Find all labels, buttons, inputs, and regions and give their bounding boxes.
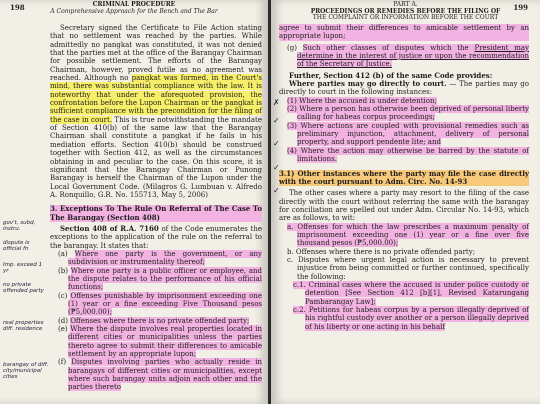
running-header (271, 2, 540, 22)
text-run: This is true notwithstanding the mandate of Section 410(b) of the same law that the Barangay Chairman shall constitute a pangkat if he fails in his mediation efforts. Section 410(b) should be construed together with Section 412, as well as the circumstances obtaining in and peculiar to the case. On this score, it is significant that the Barangay Chairman or Punong Barangay is herself the Chairman of the Lupon under the Local Government Code. (Milagros G. Lumbuan v. Alfredo A. Ronquillo, G.R. No. 155713, May 5, 2006) (50, 115, 263, 199)
highlighted-text: (2) Where a person has otherwise been deprived of personal liberty calling for habeas corpus proceedings; (287, 105, 529, 122)
list-item (279, 105, 529, 122)
margin-note: barangay of diff. city/municipal cities (3, 362, 49, 380)
list-item: (f) Disputes involving parties who actually reside in barangays of different cities or municipalities, except where such barangay units adjoin each other and the parties thereto (58, 358, 262, 392)
statute-ref: Section 408 of R.A. 7160 (60, 223, 159, 233)
pen-mark-icon: ✓ (273, 116, 280, 125)
list-item (279, 147, 529, 164)
pen-mark-icon: ✓ (273, 186, 280, 195)
pen-mark-icon: ✓ (273, 163, 280, 172)
highlighted-text: Disputes involving parties who actually reside in barangays of different cities or municipalities, except where such barangay units adjoin each other and the parties thereto (68, 358, 262, 392)
highlighted-text: (1) Where the accused is under detention; (287, 96, 437, 105)
right-page (271, 0, 540, 404)
highlighted-text: a. Offenses for which the law prescribes a maximum penalty of imprisonment exceeding one (1) year or a fine over five thousand pesos (₱5,000.00); (287, 222, 529, 248)
paragraph: Where parties may go directly to court. — The parties may go directly to court in the following instances: (279, 79, 529, 97)
paragraph (50, 24, 262, 199)
highlighted-text: Where the dispute involves real properties located in different cities or municipalities unless the parties thereto agree to submit their differences to amicable settlement by an appropriate lupon; (68, 325, 262, 359)
page-number: 199 (513, 3, 528, 12)
highlighted-text: (3) Where actions are coupled with provisional remedies such as preliminary injunction, attachment, delivery of personal property, and support pendente lite; and (287, 121, 529, 147)
text-run: Secretary signed the Certificate to File Action stating that no settlement was reached by the parties. While admittedly no pangkat was constituted, it was not denied that the parties met at the office of the Barangay Chairman for possible settlement. The efforts of the Barangay Chairman, however, proved futile as no agreement was reached. Although no (50, 24, 262, 83)
list-item (279, 97, 529, 105)
highlighted-text: Where one party is the government, or any subdivision or instrumentality thereof; (68, 249, 262, 267)
list-item (279, 306, 529, 331)
list-item (279, 248, 529, 256)
highlighted-text: Such other classes of disputes which the (302, 43, 475, 52)
list-item: (a) Where one party is the government, or any subdivision or instrumentality thereof; (58, 249, 262, 267)
highlighted-text: Where one party is a public officer or employee, and the dispute relates to the performance of his official functions; (68, 266, 262, 292)
left-body (50, 24, 262, 392)
section-heading: 3. Exceptions To The Rule On Referral of The Case To The Barangay (Section 408) (50, 204, 262, 222)
header-part: PART A. (393, 1, 418, 8)
paragraph: The other cases where a party may resort to the filing of the case directly with the court without referring the same with the barangay for conciliation are spelled out under Adm. Circular No. 14-93, which are as follows, to wit: (279, 189, 529, 223)
paragraph (50, 225, 262, 250)
highlighted-text: c.2. Petitions for habeas corpus by a person illegally deprived of his rightful custody over another or a person illegally deprived of his liberty or one acting in his behalf (293, 306, 529, 331)
list-item: (c) Offenses punishable by imprisonment exceeding one (1) year or a fine exceeding Five Thousand pesos (₱5,000.00); (58, 291, 262, 317)
text-run: c. Disputes where urgent legal action is necessary to prevent injustice from being committed or further continued, specifically the following: (287, 255, 529, 281)
list-item (279, 281, 529, 306)
header-subtitle: A Comprehensive Approach for the Bench and The Bar (50, 7, 218, 15)
header-subtitle: THE COMPLAINT OR INFORMATION BEFORE THE COURT (312, 14, 499, 21)
continued-text: agree to submit their differences to amicable settlement by an appropriate lupon; (279, 24, 529, 41)
list-item (279, 122, 529, 147)
highlighted-text: (4) Where the action may otherwise be barred by the statute of limitations. (287, 146, 529, 164)
highlighted-text: pangkat was formed, in the Court's mind, there was substantial compliance with the law. It is noteworthy that under the aforequoted provision, the confrontation before the Lupon Chairman or the pangkat is sufficient compliance with the precondition for the filing of the case in court. (50, 74, 262, 124)
highlighted-text: Offenses punishable by imprisonment exceeding one (1) year or a fine exceeding Five Thousand pesos (₱5,000.00); (68, 291, 262, 317)
list-item (279, 223, 529, 248)
list-item: (d) Offenses where there is no private offended party; (58, 316, 250, 325)
list-item: (b) Where one party is a public officer or employee, and the dispute relates to the performance of his official functions; (58, 266, 262, 292)
header-title: PROCEEDINGS OR REMEDIES BEFORE THE FILING OF (310, 7, 501, 15)
page-number: 198 (10, 3, 25, 12)
highlighted-text: Offenses where there is no private offended party; (70, 316, 250, 325)
right-body (279, 24, 529, 331)
margin-note: dispute is official fn (3, 240, 30, 252)
pen-mark-icon: ✓ (273, 139, 280, 148)
highlighted-text: President may determine in the interest of justice or upon the recommendation of the Secretary of Justice. (297, 43, 530, 69)
header-title: CRIMINAL PROCEDURE (92, 1, 176, 8)
section-heading: 3.1) Other instances where the party may file the case directly with the court pursuant to Adm. Circ. No. 14-93 (279, 168, 529, 186)
left-page (0, 0, 268, 404)
list-item (279, 256, 529, 281)
margin-note: Imp. exceed 1 yr (3, 262, 43, 274)
text-run: b. Offenses where there is no private offended party; (287, 247, 476, 256)
margin-note: gov't, subd, instru. (3, 220, 36, 232)
highlighted-text: c.1. Criminal cases where the accused is under police custody or detention [See Section 412 [b][1], Revised Katarungang Pambarangay Law]; (293, 280, 529, 306)
running-header (0, 2, 268, 15)
list-item: (g) Such other classes of disputes which the President may determine in the interest of justice or upon the recommendation of the Secretary of Justice. (287, 43, 530, 69)
list-item: (e) Where the dispute involves real properties located in different cities or municipalities unless the parties thereto agree to submit their differences to amicable settlement by an appropriate lupon; (58, 325, 262, 359)
margin-note: no private offended party (3, 282, 44, 294)
margin-note: real properties diff. residence (3, 320, 44, 332)
text-run: of the Code enumerates the exceptions to the application of the rule on the referral to the barangay. It states that: (50, 224, 263, 250)
pen-mark-icon: ✗ (273, 98, 280, 107)
paragraph: Further, Section 412 (b) of the same Code provides: (289, 70, 493, 80)
